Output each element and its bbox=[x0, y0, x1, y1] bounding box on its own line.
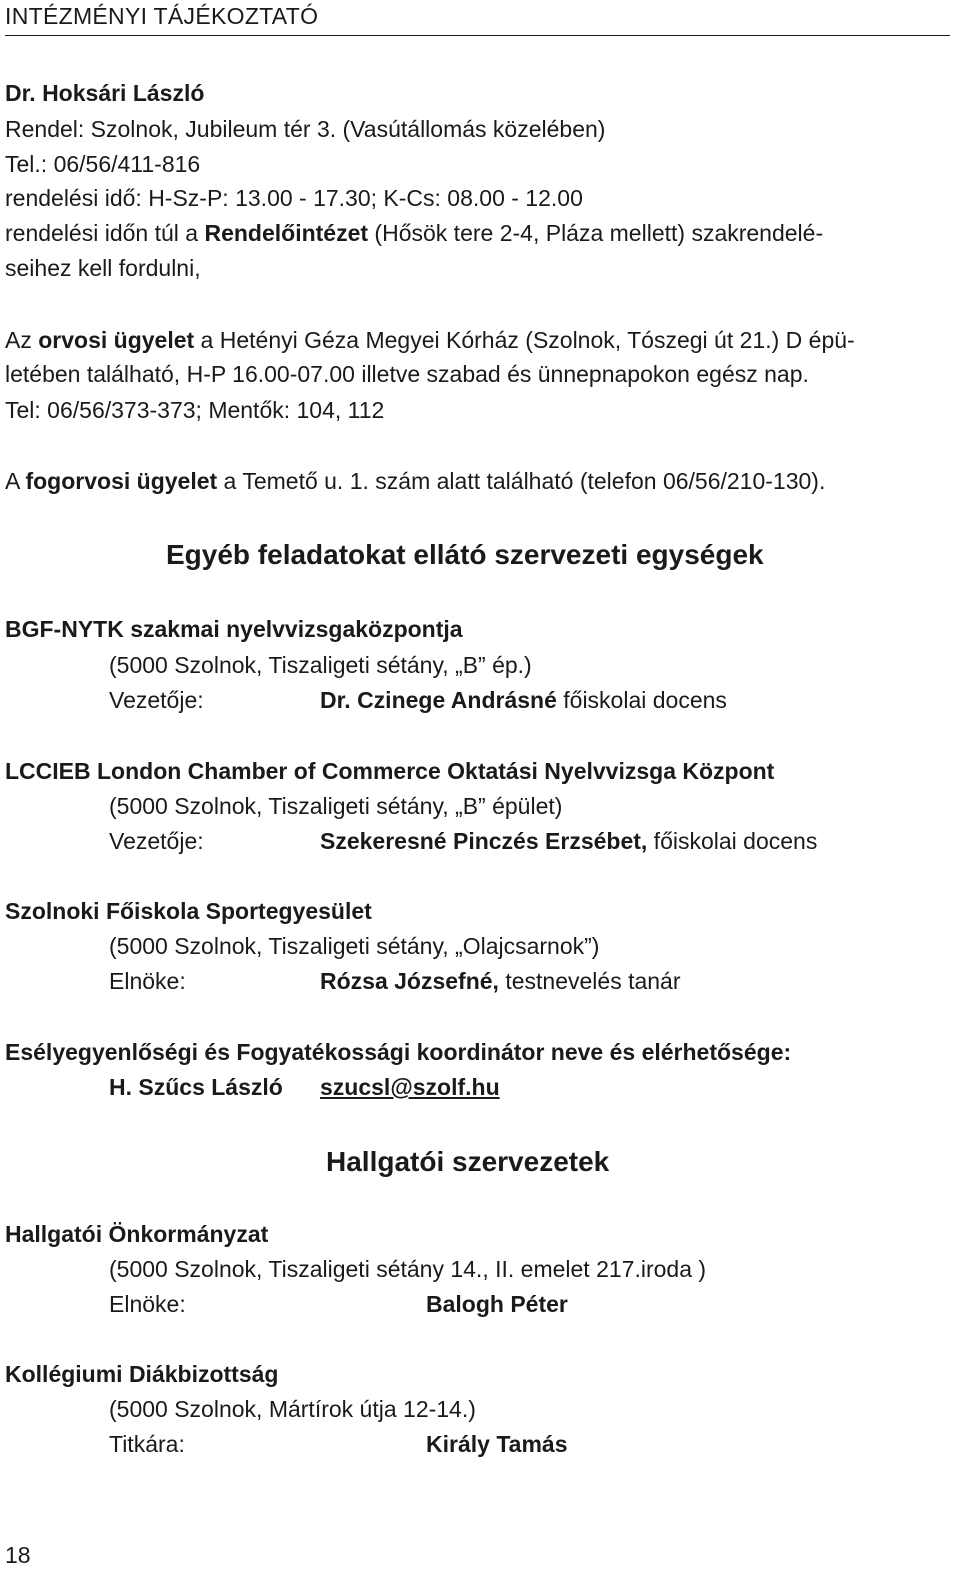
org-leader bbox=[320, 966, 681, 996]
duty-bold: orvosi ügyelet bbox=[38, 327, 195, 353]
coordinator-name: H. Szűcs László bbox=[109, 1074, 283, 1100]
org-address: (5000 Szolnok, Tiszaligeti sétány 14., II. emelet 217.iroda ) bbox=[109, 1256, 707, 1282]
duty-line2: letében található, H-P 16.00-07.00 illetve szabad és ünnepnapokon egész nap. bbox=[5, 361, 809, 387]
after-pre: rendelési időn túl a bbox=[5, 220, 205, 246]
doctor-phone: Tel.: 06/56/411-816 bbox=[5, 151, 201, 177]
org-address: (5000 Szolnok, Mártírok útja 12-14.) bbox=[109, 1396, 476, 1422]
org-name: BGF-NYTK szakmai nyelvvizsgaközpontja bbox=[5, 616, 463, 642]
org-leader-name: Dr. Czinege Andrásné bbox=[320, 687, 557, 713]
doctor-name: Dr. Hoksári László bbox=[5, 80, 205, 106]
org-name: Szolnoki Főiskola Sportegyesület bbox=[5, 898, 372, 924]
org-role-label: Vezetője: bbox=[109, 828, 204, 854]
doctor-after-hours bbox=[5, 218, 823, 248]
org-name: Hallgatói Önkormányzat bbox=[5, 1221, 269, 1247]
after-post: (Hősök tere 2-4, Pláza mellett) szakrendelé- bbox=[368, 220, 824, 246]
org-role-label: Vezetője: bbox=[109, 687, 204, 713]
section-heading-student: Hallgatói szervezetek bbox=[326, 1146, 610, 1177]
org-address: (5000 Szolnok, Tiszaligeti sétány, „B” épület) bbox=[109, 793, 563, 819]
duty-line1 bbox=[5, 325, 855, 355]
org-address: (5000 Szolnok, Tiszaligeti sétány, „Olajcsarnok”) bbox=[109, 933, 600, 959]
org-name: Kollégiumi Diákbizottság bbox=[5, 1361, 279, 1387]
coordinator-label: Esélyegyenlőségi és Fogyatékossági koordinátor neve és elérhetősége: bbox=[5, 1039, 792, 1065]
doctor-after-hours-line2: seihez kell fordulni, bbox=[5, 255, 201, 281]
org-leader-name: Király Tamás bbox=[426, 1431, 568, 1457]
duty-line3: Tel: 06/56/373-373; Mentők: 104, 112 bbox=[5, 397, 385, 423]
org-address: (5000 Szolnok, Tiszaligeti sétány, „B” ép.) bbox=[109, 652, 532, 678]
doctor-address: Rendel: Szolnok, Jubileum tér 3. (Vasútállomás közelében) bbox=[5, 116, 606, 142]
page-header: INTÉZMÉNYI TÁJÉKOZTATÓ bbox=[5, 0, 950, 36]
duty-pre: Az bbox=[5, 327, 39, 353]
org-leader-name: Szekeresné Pinczés Erzsébet, bbox=[320, 828, 648, 854]
org-leader-title: főiskolai docens bbox=[647, 828, 818, 854]
after-bold: Rendelőintézet bbox=[204, 220, 369, 246]
org-name: LCCIEB London Chamber of Commerce Oktatási Nyelvvizsga Központ bbox=[5, 758, 775, 784]
dental-duty bbox=[5, 466, 825, 496]
dental-post: a Temető u. 1. szám alatt található (telefon 06/56/210-130). bbox=[217, 468, 826, 494]
coordinator-email-link[interactable]: szucsl@szolf.hu bbox=[320, 1074, 500, 1100]
section-heading-units: Egyéb feladatokat ellátó szervezeti egységek bbox=[166, 539, 764, 570]
doctor-hours: rendelési idő: H-Sz-P: 13.00 - 17.30; K-Cs: 08.00 - 12.00 bbox=[5, 185, 583, 211]
org-leader bbox=[320, 685, 727, 715]
dental-pre: A bbox=[5, 468, 26, 494]
dental-bold: fogorvosi ügyelet bbox=[25, 468, 218, 494]
org-role-label: Elnöke: bbox=[109, 968, 186, 994]
duty-post: a Hetényi Géza Megyei Kórház (Szolnok, Tószegi út 21.) D épü- bbox=[194, 327, 855, 353]
org-leader-title: főiskolai docens bbox=[556, 687, 727, 713]
org-leader-title: testnevelés tanár bbox=[498, 968, 681, 994]
org-role-label: Titkára: bbox=[109, 1431, 185, 1457]
org-leader-name: Balogh Péter bbox=[426, 1291, 568, 1317]
org-leader-name: Rózsa Józsefné, bbox=[320, 968, 499, 994]
org-role-label: Elnöke: bbox=[109, 1291, 186, 1317]
page-number: 18 bbox=[5, 1542, 31, 1568]
org-leader bbox=[320, 826, 817, 856]
